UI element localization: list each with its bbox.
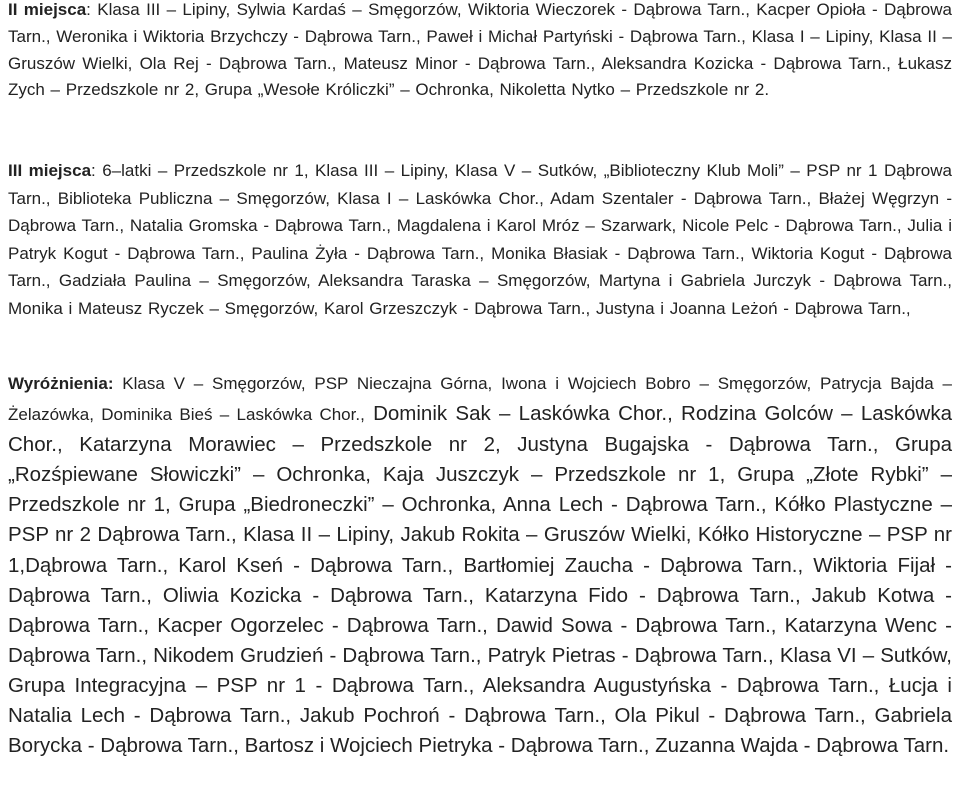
third-places-paragraph (8, 157, 952, 323)
second-places-label: II miejsca (8, 0, 87, 19)
honorable-mentions-text-small: Klasa V – Smęgorzów, PSP Nieczajna Górna, Iwona i Wojciech Bobro – Smęgorzów, Patrycja Bajda – Żelazówka, Dominika Bieś – Laskówka Chor., (8, 374, 952, 425)
second-places-text: : Klasa III – Lipiny, Sylwia Kardaś – Smęgorzów, Wiktoria Wieczorek - Dąbrowa Tarn., Kacper Opioła - Dąbrowa Tarn., Weronika i Wiktoria Brzychczy - Dąbrowa Tarn., Paweł i Michał Partyński - Dąbrowa Tarn., Klasa I – Lipiny, Klasa II – Gruszów Wielki, Ola Rej - Dąbrowa Tarn., Mateusz Minor - Dąbrowa Tarn., Aleksandra Kozicka - Dąbrowa Tarn., Łukasz Zych – Przedszkole nr 2, Grupa „Wesołe Króliczki” – Ochronka, Nikoletta Nytko – Przedszkole nr 2. (8, 0, 952, 100)
third-places-text: : 6–latki – Przedszkole nr 1, Klasa III – Lipiny, Klasa V – Sutków, „Biblioteczny Klub Moli” – PSP nr 1 Dąbrowa Tarn., Biblioteka Publiczna – Smęgorzów, Klasa I – Laskówka Chor., Adam Szentaler - Dąbrowa Tarn., Błażej Węgrzyn - Dąbrowa Tarn., Natalia Gromska - Dąbrowa Tarn., Magdalena i Karol Mróz – Szarwark, Nicole Pelc - Dąbrowa Tarn., Julia i Patryk Kogut - Dąbrowa Tarn., Paulina Żyła - Dąbrowa Tarn., Monika Błasiak - Dąbrowa Tarn., Wiktoria Kogut - Dąbrowa Tarn., Gadziała Paulina – Smęgorzów, Aleksandra Taraska – Smęgorzów, Martyna i Gabriela Jurczyk - Dąbrowa Tarn., Monika i Mateusz Ryczek – Smęgorzów, Karol Grzeszczyk - Dąbrowa Tarn., Justyna i Joanna Leżoń - Dąbrowa Tarn., (8, 161, 952, 318)
third-places-label: III miejsca (8, 161, 92, 180)
second-places-paragraph (8, 0, 952, 104)
honorable-mentions-text: Dominik Sak – Laskówka Chor., Rodzina Golców – Laskówka Chor., Katarzyna Morawiec – Przedszkole nr 2, Justyna Bugajska - Dąbrowa Tarn., Grupa „Rozśpiewane Słowiczki” – Ochronka, Kaja Juszczyk – Przedszkole nr 1, Grupa „Złote Rybki” – Przedszkole nr 1, Grupa „Biedroneczki” – Ochronka, Anna Lech - Dąbrowa Tarn., Kółko Plastyczne – PSP nr 2 Dąbrowa Tarn., Klasa II – Lipiny, Jakub Rokita – Gruszów Wielki, Kółko Historyczne – PSP nr 1,Dąbrowa Tarn., Karol Kseń - Dąbrowa Tarn., Bartłomiej Zaucha - Dąbrowa Tarn., Wiktoria Fijał - Dąbrowa Tarn., Oliwia Kozicka - Dąbrowa Tarn., Katarzyna Fido - Dąbrowa Tarn., Jakub Kotwa - Dąbrowa Tarn., Kacper Ogorzelec - Dąbrowa Tarn., Dawid Sowa - Dąbrowa Tarn., Katarzyna Wenc - Dąbrowa Tarn., Nikodem Grudzień - Dąbrowa Tarn., Patryk Pietras - Dąbrowa Tarn., Klasa VI – Sutków, Grupa Integracyjna – PSP nr 1 - Dąbrowa Tarn., Aleksandra Augustyńska - Dąbrowa Tarn., Łucja i Natalia Lech - Dąbrowa Tarn., Jakub Pochroń - Dąbrowa Tarn., Ola Pikul - Dąbrowa Tarn., Gabriela Borycka - Dąbrowa Tarn., Bartosz i Wojciech Pietryka - Dąbrowa Tarn., Zuzanna Wajda - Dąbrowa Tarn. (8, 402, 952, 758)
honorable-mentions-paragraph (8, 368, 952, 761)
honorable-mentions-label: Wyróżnienia: (8, 374, 114, 393)
